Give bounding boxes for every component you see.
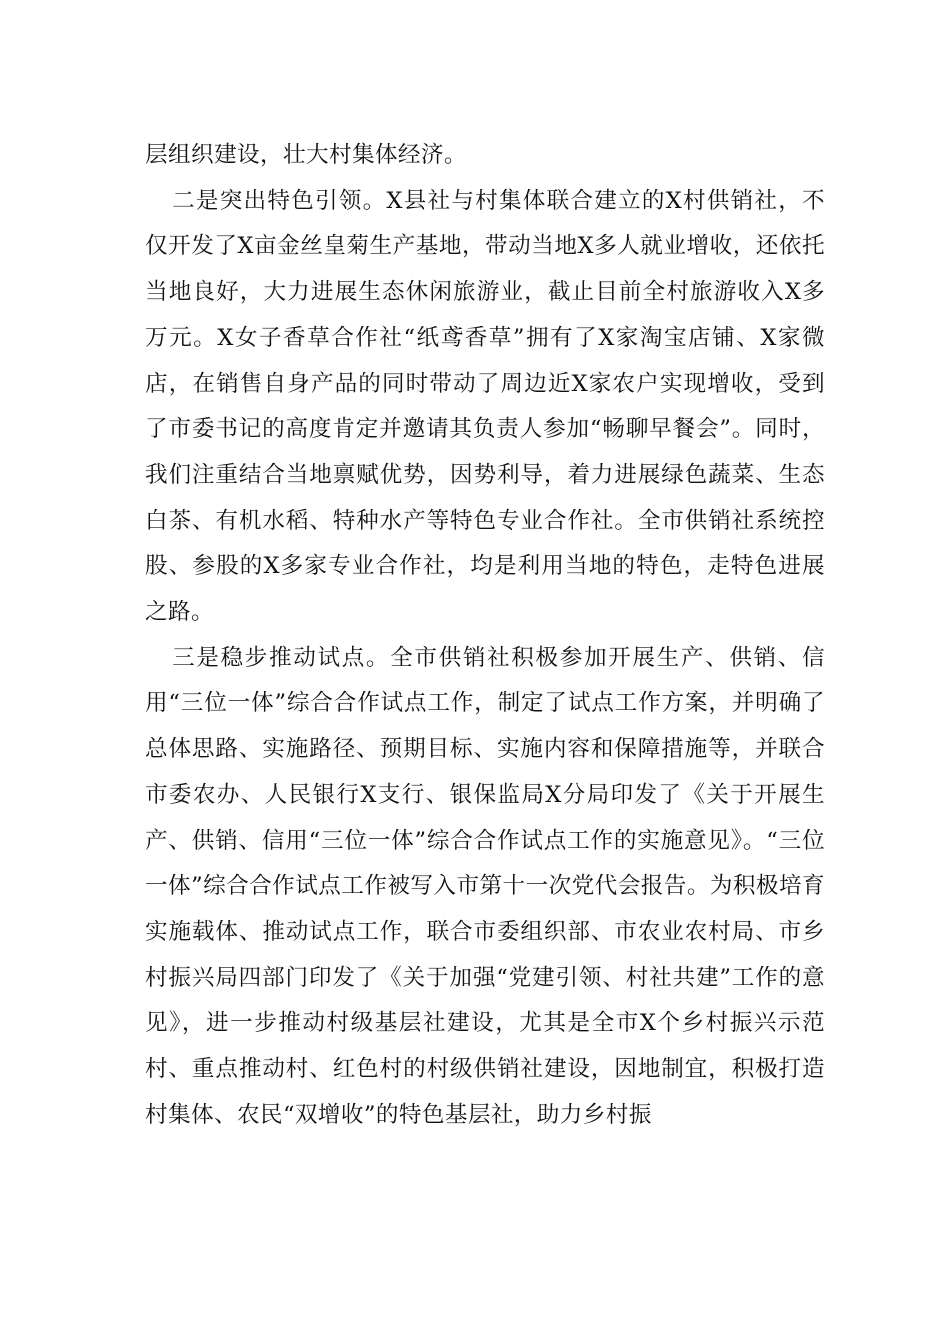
document-body xyxy=(145,133,825,1138)
paragraph-pilot-promotion: 三是稳步推动试点。全市供销社积极参加开展生产、供销、信用“三位一体”综合合作试点工作，制定了试点工作方案，并明确了总体思路、实施路径、预期目标、实施内容和保障措施等，并联合市委农办、人民银行X支行、银保监局X分局印发了《关于开展生产、供销、信用“三位一体”综合合作试点工作的实施意见》。“三位一体”综合合作试点工作被写入市第十一次党代会报告。为积极培育实施载体、推动试点工作，联合市委组织部、市农业农村局、市乡村振兴局四部门印发了《关于加强“党建引领、村社共建”工作的意见》，进一步推动村级基层社建设，尤其是全市X个乡村振兴示范村、重点推动村、红色村的村级供销社建设，因地制宜，积极打造村集体、农民“双增收”的特色基层社，助力乡村振 xyxy=(145,644,825,1128)
paragraph-featured-guidance: 二是突出特色引领。X县社与村集体联合建立的X村供销社，不仅开发了X亩金丝皇菊生产基地，带动当地X多人就业增收，还依托当地良好，大力进展生态休闲旅游业，截止目前全村旅游收入X多万元。X女子香草合作社“纸鸢香草”拥有了X家淘宝店铺、X家微店，在销售自身产品的同时带动了周边近X家农户实现增收，受到了市委书记的高度肯定并邀请其负责人参加“畅聊早餐会”。同时，我们注重结合当地禀赋优势，因势利导，着力进展绿色蔬菜、生态白茶、有机水稻、特种水产等特色专业合作社。全市供销社系统控股、参股的X多家专业合作社，均是利用当地的特色，走特色进展之路。 xyxy=(145,187,825,626)
paragraph-continuation: 层组织建设，壮大村集体经济。 xyxy=(145,142,467,168)
